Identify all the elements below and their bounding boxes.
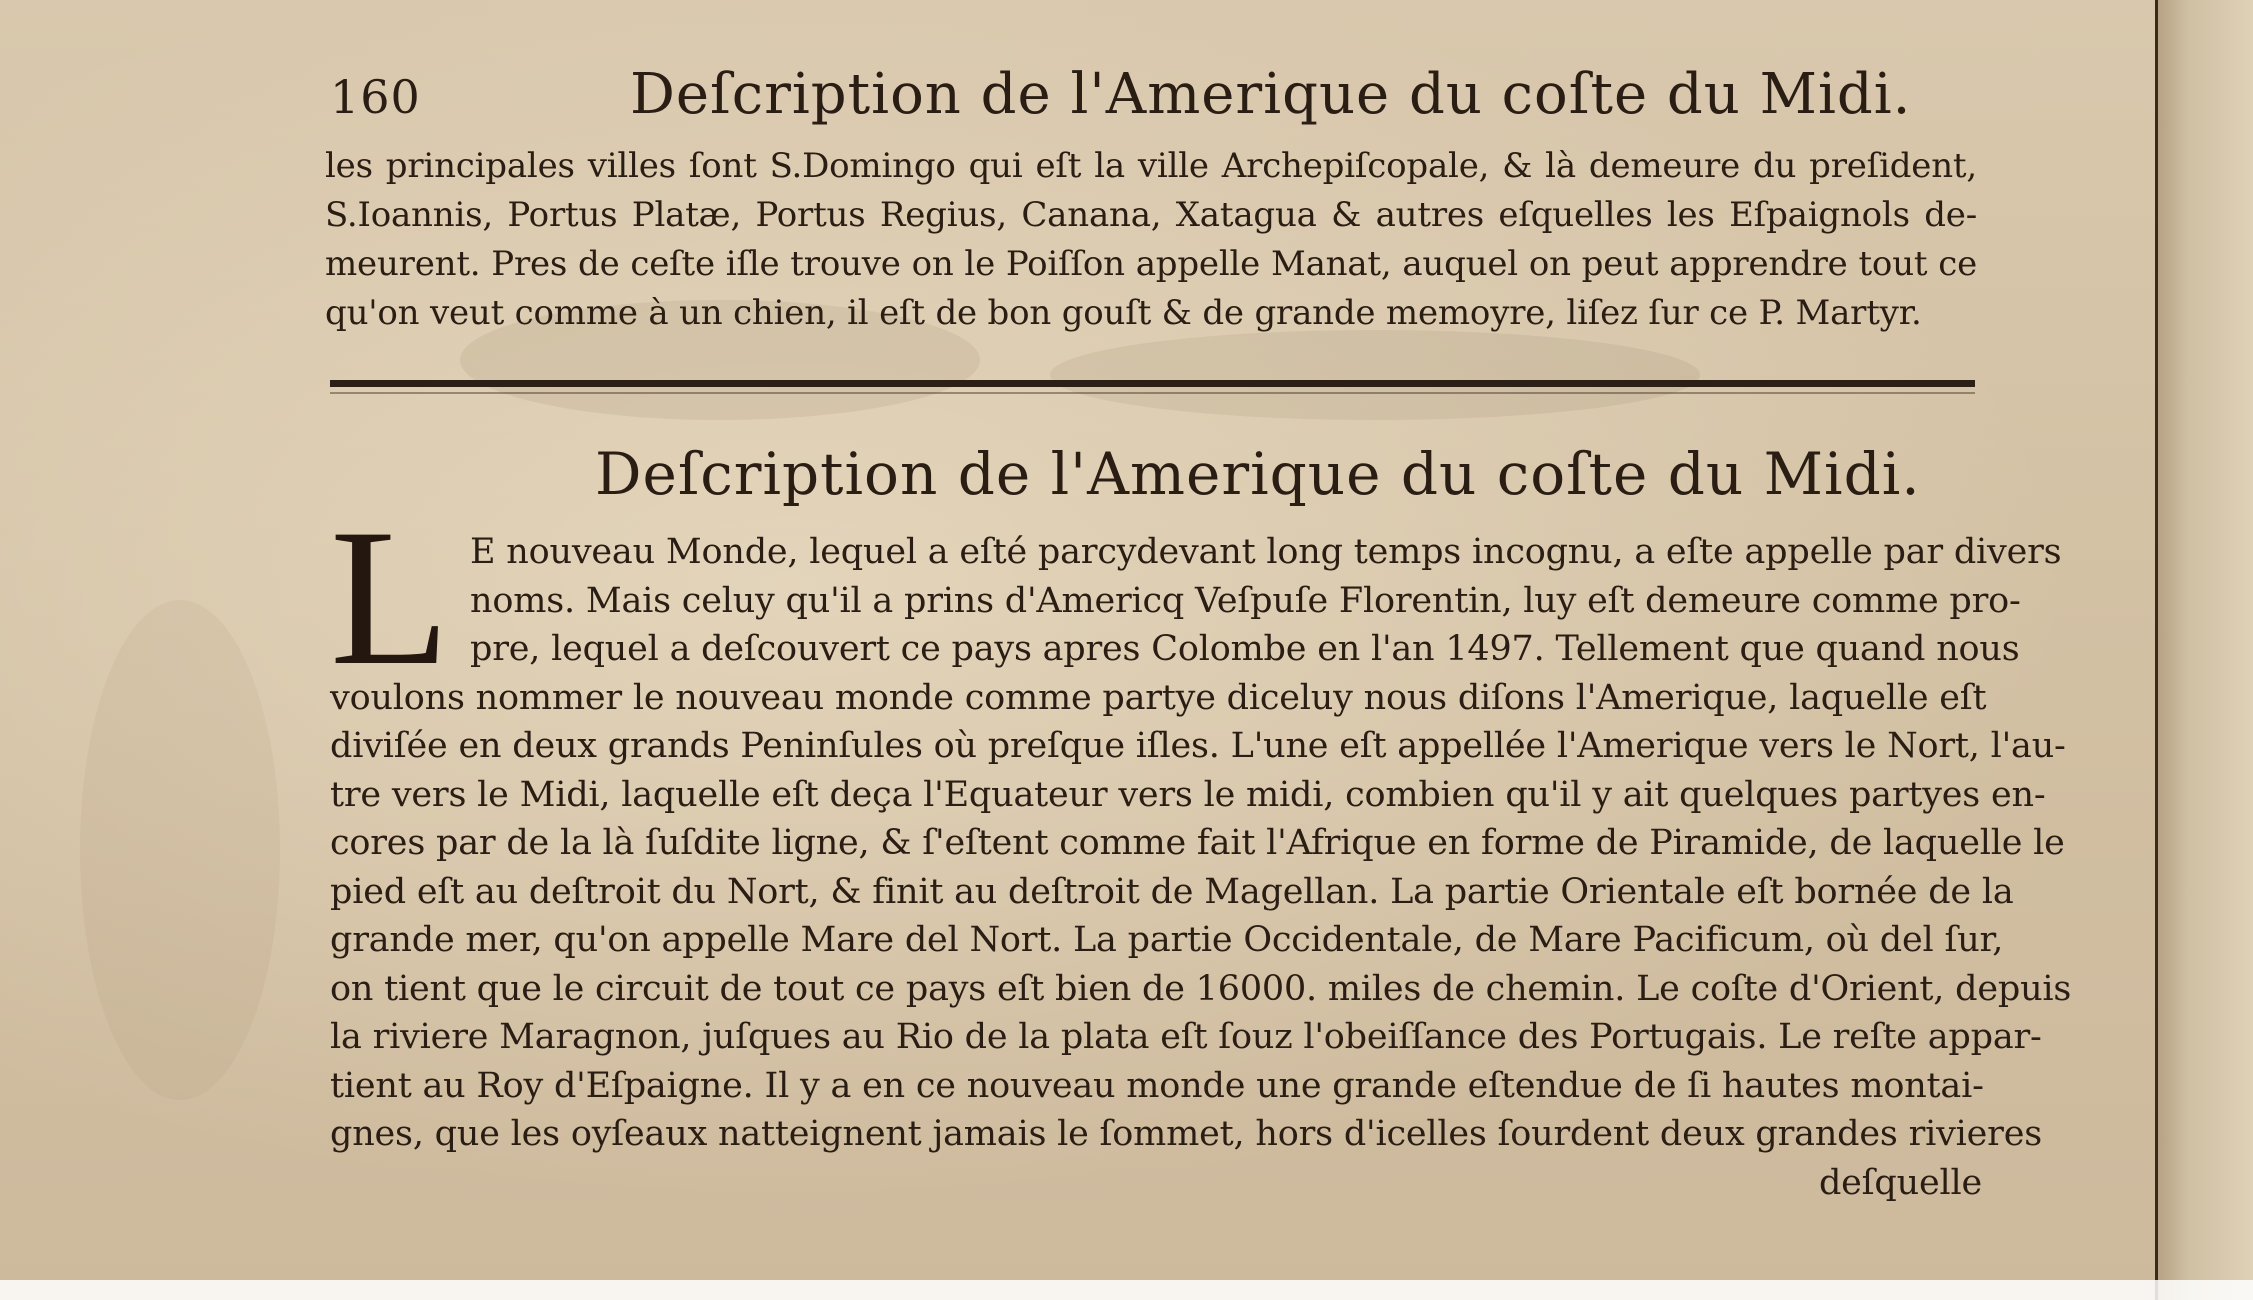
text-line: gnes, que les oyſeaux natteignent jamais le ſommet, hors d'icelles ſourdent deux grandes rivieres <box>330 1114 2042 1154</box>
text-line: E nouveau Monde, lequel a eſté parcydevant long temps incognu, a eſte appelle par divers <box>470 532 2062 572</box>
catchword: deſquelle <box>1818 1162 1982 1203</box>
text-line: grande mer, qu'on appelle Mare del Nort. La partie Occidentale, de Mare Pacificum, où del ſur, <box>330 920 2004 960</box>
text-line: cores par de la là ſuſdite ligne, & ſ'eſtent comme fait l'Afrique en forme de Piramide, de laquelle le <box>330 823 2065 863</box>
text-line: qu'on veut comme à un chien, il eſt de bon gouſt & de grande memoyre, liſez ſur ce P. Martyr. <box>325 293 1922 333</box>
ink-smudge <box>80 600 280 1100</box>
text-line: diviſée en deux grands Peninſules où preſque iſles. L'une eſt appellée l'Amerique vers le Nort, l'au- <box>330 726 2066 766</box>
top-paragraph <box>325 142 1977 338</box>
text-line: pre, lequel a deſcouvert ce pays apres Colombe en l'an 1497. Tellement que quand nous <box>470 629 2020 669</box>
text-line: voulons nommer le nouveau monde comme partye diceluy nous diſons l'Amerique, laquelle eſt <box>330 677 1987 718</box>
section-title: Deſcription de l'Amerique du coſte du Midi. <box>595 440 1921 508</box>
drop-cap: L <box>330 489 450 706</box>
section-body <box>330 528 2072 1207</box>
section-divider-rule <box>330 380 1975 387</box>
running-title: Deſcription de l'Amerique du coſte du Midi. <box>630 62 1912 127</box>
ink-smudge <box>1050 330 1700 420</box>
text-line: S.Ioannis, Portus Platæ, Portus Regius, Canana, Xatagua & autres eſquelles les Eſpaignols de- <box>325 195 1977 235</box>
text-line: tre vers le Midi, laquelle eſt deça l'Equateur vers le midi, combien qu'il y ait quelques partyes en- <box>330 774 2046 815</box>
text-line: meurent. Pres de ceſte iſle trouve on le Poiſſon appelle Manat, auquel on peut apprendre tout ce <box>325 244 1977 284</box>
page-header <box>330 62 1912 132</box>
section-divider-hairline <box>330 392 1975 394</box>
text-line: noms. Mais celuy qu'il a prins d'Americq Veſpuſe Florentin, luy eſt demeure comme pro- <box>470 580 2021 621</box>
scan-bottom-margin <box>0 1280 2253 1300</box>
text-line: la riviere Maragnon, juſques au Rio de la plata eſt ſouz l'obeiſſance des Portugais. Le reſte appar- <box>330 1017 2042 1057</box>
page-number: 160 <box>330 70 421 124</box>
text-line: on tient que le circuit de tout ce pays eſt bien de 16000. miles de chemin. Le coſte d'Orient, depuis <box>330 968 2072 1009</box>
text-line: les principales villes ſont S.Domingo qui eſt la ville Archepiſcopale, & là demeure du preſident, <box>325 146 1977 186</box>
facing-page-edge <box>2155 0 2253 1300</box>
text-line: pied eſt au deſtroit du Nort, & finit au deſtroit de Magellan. La partie Orientale eſt bornée de la <box>330 871 2014 912</box>
text-line: tient au Roy d'Eſpaigne. Il y a en ce nouveau monde une grande eſtendue de ſi hautes montai- <box>330 1065 1984 1106</box>
